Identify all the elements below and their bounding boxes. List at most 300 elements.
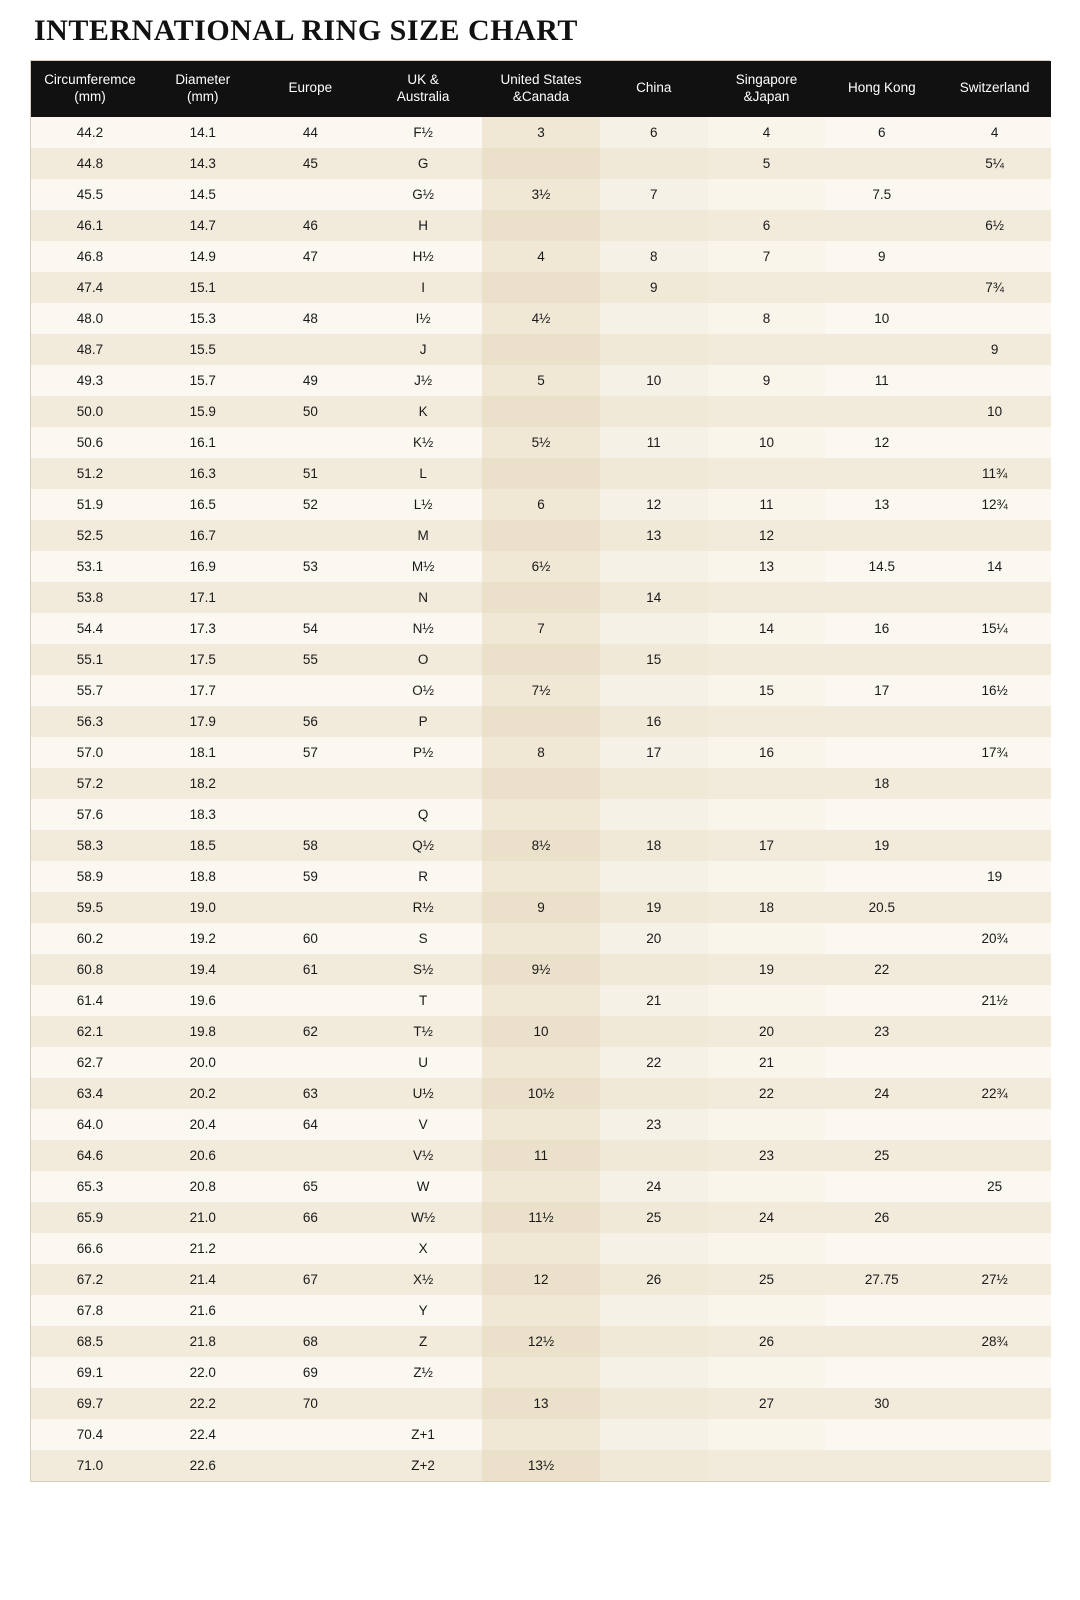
cell-uk-australia: X: [418, 1240, 428, 1256]
cell-europe: [257, 799, 365, 830]
column-header-line: Switzerland: [959, 80, 1030, 96]
cell-circumference: 62.7: [76, 1054, 104, 1070]
table-row: [31, 365, 1051, 396]
table-row: [31, 1419, 1051, 1450]
cell-united-states-canada: 5½: [482, 427, 600, 458]
cell-hong-kong: 30: [874, 1395, 890, 1411]
cell-united-states-canada: [482, 1295, 600, 1326]
cell-switzerland: 25: [987, 1178, 1003, 1194]
cell-united-states-canada: [482, 1047, 600, 1078]
cell-switzerland: 20¾: [981, 930, 1008, 946]
cell-uk-australia: R½: [412, 899, 434, 915]
cell-europe: 64: [302, 1116, 318, 1132]
table-header-row: [31, 61, 1051, 117]
cell-china: [600, 334, 708, 365]
cell-circumference: 67.2: [76, 1271, 104, 1287]
cell-diameter: 16.5: [189, 496, 216, 512]
cell-circumference: 63.4: [76, 1085, 104, 1101]
cell-diameter: 22.2: [189, 1395, 216, 1411]
cell-diameter: 21.4: [189, 1271, 216, 1287]
cell-united-states-canada: [482, 272, 600, 303]
cell-singapore-japan: 14: [708, 613, 826, 644]
cell-circumference: 57.0: [76, 744, 104, 760]
cell-diameter: 19.6: [189, 992, 216, 1008]
cell-singapore-japan: 27: [708, 1388, 826, 1419]
cell-united-states-canada: [482, 768, 600, 799]
cell-uk-australia: Q½: [412, 837, 434, 853]
cell-uk-australia: G½: [412, 186, 434, 202]
column-header-line: China: [636, 80, 672, 96]
cell-singapore-japan: 25: [708, 1264, 826, 1295]
cell-united-states-canada: 4½: [482, 303, 600, 334]
cell-united-states-canada: [482, 1109, 600, 1140]
cell-circumference: 61.4: [76, 992, 104, 1008]
cell-circumference: 50.6: [76, 434, 104, 450]
cell-switzerland: [938, 1388, 1051, 1419]
cell-europe: 45: [302, 155, 318, 171]
cell-circumference: 58.9: [76, 868, 104, 884]
cell-diameter: 21.0: [189, 1209, 216, 1225]
cell-circumference: 50.0: [76, 403, 104, 419]
cell-singapore-japan: 20: [708, 1016, 826, 1047]
cell-europe: [257, 675, 365, 706]
cell-china: [600, 613, 708, 644]
cell-circumference: 56.3: [76, 713, 104, 729]
table-row: [31, 799, 1051, 830]
table-body: [31, 117, 1051, 1481]
cell-uk-australia: H: [418, 217, 428, 233]
cell-uk-australia: V: [418, 1116, 428, 1132]
cell-diameter: 18.8: [189, 868, 216, 884]
cell-singapore-japan: 15: [708, 675, 826, 706]
cell-europe: 61: [302, 961, 318, 977]
cell-switzerland: 19: [987, 868, 1003, 884]
chart-container: [30, 60, 1050, 1482]
cell-diameter: 20.4: [189, 1116, 216, 1132]
cell-circumference: 55.7: [76, 682, 104, 698]
cell-europe: [257, 427, 365, 458]
cell-switzerland: 22¾: [981, 1085, 1008, 1101]
cell-switzerland: 27½: [981, 1271, 1008, 1287]
cell-circumference: 44.8: [76, 155, 104, 171]
cell-uk-australia: L: [419, 465, 427, 481]
cell-hong-kong: [825, 799, 938, 830]
cell-hong-kong: 7.5: [872, 186, 892, 202]
cell-diameter: 17.3: [189, 620, 216, 636]
cell-circumference: 47.4: [76, 279, 104, 295]
cell-singapore-japan: [708, 1171, 826, 1202]
cell-europe: [257, 1419, 365, 1450]
cell-united-states-canada: [482, 706, 600, 737]
cell-singapore-japan: [708, 272, 826, 303]
cell-diameter: 17.7: [189, 682, 216, 698]
cell-singapore-japan: 19: [708, 954, 826, 985]
cell-united-states-canada: [482, 644, 600, 675]
cell-china: 26: [600, 1264, 708, 1295]
cell-china: 21: [600, 985, 708, 1016]
cell-circumference: 53.8: [76, 589, 104, 605]
cell-uk-australia: T½: [413, 1023, 433, 1039]
cell-united-states-canada: 6½: [482, 551, 600, 582]
cell-hong-kong: [825, 458, 938, 489]
cell-diameter: 17.1: [189, 589, 216, 605]
cell-switzerland: [938, 644, 1051, 675]
cell-china: [600, 799, 708, 830]
cell-hong-kong: 19: [874, 837, 890, 853]
column-header-line: (mm): [74, 88, 106, 104]
cell-uk-australia: P½: [412, 744, 434, 760]
cell-europe: [257, 334, 365, 365]
table-row: [31, 1264, 1051, 1295]
cell-united-states-canada: 7½: [482, 675, 600, 706]
cell-europe: 53: [302, 558, 318, 574]
cell-circumference: 55.1: [76, 651, 104, 667]
cell-united-states-canada: 8½: [482, 830, 600, 861]
cell-hong-kong: 25: [874, 1147, 890, 1163]
cell-hong-kong: [825, 582, 938, 613]
column-header-switzerland: [938, 61, 1051, 117]
cell-circumference: 71.0: [76, 1457, 104, 1473]
cell-circumference: 67.8: [76, 1302, 104, 1318]
cell-switzerland: [938, 954, 1051, 985]
cell-circumference: 53.1: [76, 558, 104, 574]
column-header-line: UK &: [407, 72, 439, 87]
cell-china: [600, 1326, 708, 1357]
cell-uk-australia: V½: [412, 1147, 434, 1163]
cell-china: 18: [600, 830, 708, 861]
cell-switzerland: [938, 1357, 1051, 1388]
cell-singapore-japan: [708, 861, 826, 892]
cell-china: 6: [600, 117, 708, 148]
cell-singapore-japan: 7: [708, 241, 826, 272]
cell-hong-kong: 22: [874, 961, 890, 977]
cell-circumference: 45.5: [76, 186, 104, 202]
table-row: [31, 1016, 1051, 1047]
cell-switzerland: 15¼: [981, 620, 1008, 636]
cell-switzerland: 12¾: [981, 496, 1008, 512]
cell-china: 22: [600, 1047, 708, 1078]
cell-china: [600, 1419, 708, 1450]
cell-switzerland: [938, 1233, 1051, 1264]
cell-europe: 48: [302, 310, 318, 326]
table-row: [31, 148, 1051, 179]
cell-hong-kong: 23: [874, 1023, 890, 1039]
cell-europe: 46: [302, 217, 318, 233]
cell-united-states-canada: [482, 582, 600, 613]
cell-singapore-japan: 22: [708, 1078, 826, 1109]
cell-circumference: 69.7: [76, 1395, 104, 1411]
cell-switzerland: [938, 799, 1051, 830]
cell-china: [600, 210, 708, 241]
cell-switzerland: [938, 1295, 1051, 1326]
cell-uk-australia: W: [416, 1178, 430, 1194]
cell-united-states-canada: 11: [482, 1140, 600, 1171]
table-row: [31, 582, 1051, 613]
table-row: [31, 737, 1051, 768]
cell-china: 17: [600, 737, 708, 768]
cell-china: 16: [600, 706, 708, 737]
table-row: [31, 179, 1051, 210]
cell-diameter: 14.9: [189, 248, 216, 264]
table-row: [31, 1047, 1051, 1078]
cell-china: 20: [600, 923, 708, 954]
cell-united-states-canada: 13: [482, 1388, 600, 1419]
cell-united-states-canada: [482, 520, 600, 551]
cell-switzerland: [938, 1419, 1051, 1450]
table-row: [31, 892, 1051, 923]
cell-circumference: 48.7: [76, 341, 104, 357]
cell-singapore-japan: [708, 1450, 826, 1481]
cell-diameter: 14.3: [189, 155, 216, 171]
cell-circumference: 48.0: [76, 310, 104, 326]
cell-europe: [257, 768, 365, 799]
cell-europe: 62: [302, 1023, 318, 1039]
column-header-hong-kong: [825, 61, 938, 117]
table-row: [31, 954, 1051, 985]
cell-europe: 65: [302, 1178, 318, 1194]
cell-hong-kong: [825, 923, 938, 954]
cell-hong-kong: [825, 1357, 938, 1388]
cell-hong-kong: [825, 1450, 938, 1481]
table-row: [31, 334, 1051, 365]
cell-circumference: 68.5: [76, 1333, 104, 1349]
cell-singapore-japan: 12: [708, 520, 826, 551]
cell-uk-australia: U½: [412, 1085, 434, 1101]
cell-hong-kong: [825, 1326, 938, 1357]
table-row: [31, 985, 1051, 1016]
cell-hong-kong: 26: [874, 1209, 890, 1225]
table-row: [31, 1388, 1051, 1419]
column-header-line: Australia: [396, 88, 450, 104]
cell-hong-kong: 27.75: [864, 1271, 899, 1287]
cell-circumference: 51.2: [76, 465, 104, 481]
cell-diameter: 14.7: [189, 217, 216, 233]
cell-hong-kong: [825, 1233, 938, 1264]
table-row: [31, 1109, 1051, 1140]
cell-switzerland: [938, 768, 1051, 799]
cell-switzerland: 9: [990, 341, 999, 357]
cell-switzerland: [938, 582, 1051, 613]
cell-diameter: 19.4: [189, 961, 216, 977]
cell-europe: [257, 1450, 365, 1481]
cell-switzerland: 6½: [985, 217, 1004, 233]
cell-diameter: 15.9: [189, 403, 216, 419]
cell-hong-kong: [825, 272, 938, 303]
cell-diameter: 14.1: [189, 124, 216, 140]
cell-uk-australia: H½: [412, 248, 434, 264]
table-row: [31, 644, 1051, 675]
cell-china: 15: [600, 644, 708, 675]
cell-china: [600, 954, 708, 985]
cell-china: [600, 1140, 708, 1171]
cell-switzerland: 21½: [981, 992, 1008, 1008]
cell-uk-australia: K½: [412, 434, 434, 450]
cell-singapore-japan: [708, 1233, 826, 1264]
table-row: [31, 210, 1051, 241]
cell-diameter: 14.5: [189, 186, 216, 202]
cell-united-states-canada: [482, 396, 600, 427]
cell-singapore-japan: 16: [708, 737, 826, 768]
cell-united-states-canada: 10½: [482, 1078, 600, 1109]
cell-circumference: 60.2: [76, 930, 104, 946]
table-row: [31, 861, 1051, 892]
column-header-line: Europe: [288, 80, 333, 96]
cell-united-states-canada: 3: [482, 117, 600, 148]
cell-united-states-canada: [482, 210, 600, 241]
column-header-line: (mm): [186, 88, 219, 104]
cell-china: [600, 675, 708, 706]
cell-china: [600, 1078, 708, 1109]
cell-europe: 60: [302, 930, 318, 946]
cell-diameter: 18.5: [189, 837, 216, 853]
cell-united-states-canada: 13½: [482, 1450, 600, 1481]
cell-europe: 52: [302, 496, 318, 512]
cell-singapore-japan: 6: [708, 210, 826, 241]
cell-diameter: 16.9: [189, 558, 216, 574]
cell-switzerland: 11¾: [981, 465, 1008, 481]
cell-europe: [257, 1140, 365, 1171]
cell-united-states-canada: 12: [482, 1264, 600, 1295]
cell-china: [600, 1233, 708, 1264]
cell-uk-australia: Z½: [413, 1364, 433, 1380]
cell-singapore-japan: 13: [708, 551, 826, 582]
cell-europe: 44: [302, 124, 318, 140]
table-row: [31, 551, 1051, 582]
cell-uk-australia: J½: [414, 372, 433, 388]
cell-singapore-japan: 5: [708, 148, 826, 179]
cell-uk-australia: G: [417, 155, 429, 171]
column-header-china: [600, 61, 708, 117]
cell-uk-australia: S: [418, 930, 428, 946]
cell-switzerland: 16½: [981, 682, 1008, 698]
cell-hong-kong: [825, 985, 938, 1016]
cell-hong-kong: [825, 396, 938, 427]
cell-china: [600, 303, 708, 334]
cell-singapore-japan: 24: [708, 1202, 826, 1233]
cell-europe: 55: [302, 651, 318, 667]
cell-uk-australia: Q: [417, 806, 429, 822]
cell-hong-kong: 17: [874, 682, 890, 698]
column-header-uk-australia: [364, 61, 482, 117]
table-row: [31, 1326, 1051, 1357]
cell-singapore-japan: 11: [708, 489, 826, 520]
cell-diameter: 17.5: [189, 651, 216, 667]
cell-singapore-japan: 17: [708, 830, 826, 861]
cell-china: 23: [600, 1109, 708, 1140]
cell-hong-kong: 9: [878, 248, 886, 264]
cell-china: 8: [600, 241, 708, 272]
cell-china: [600, 1450, 708, 1481]
cell-uk-australia: X½: [412, 1271, 434, 1287]
cell-europe: 47: [302, 248, 318, 264]
cell-hong-kong: 16: [874, 620, 890, 636]
cell-uk-australia: S½: [412, 961, 434, 977]
column-header-line: Diameter: [175, 72, 231, 87]
cell-uk-australia: W½: [411, 1209, 436, 1225]
cell-singapore-japan: 23: [708, 1140, 826, 1171]
cell-circumference: 60.8: [76, 961, 104, 977]
cell-uk-australia: Z+1: [411, 1426, 435, 1442]
table-row: [31, 830, 1051, 861]
cell-europe: 70: [302, 1395, 318, 1411]
cell-uk-australia: I½: [415, 310, 431, 326]
cell-diameter: 16.1: [189, 434, 216, 450]
cell-china: [600, 458, 708, 489]
table-row: [31, 768, 1051, 799]
cell-united-states-canada: 9: [482, 892, 600, 923]
cell-china: 19: [600, 892, 708, 923]
table-row: [31, 1233, 1051, 1264]
table-row: [31, 923, 1051, 954]
table-header: [31, 61, 1051, 117]
cell-diameter: 16.3: [189, 465, 216, 481]
cell-circumference: 70.4: [76, 1426, 104, 1442]
column-header-diameter: [149, 61, 257, 117]
cell-switzerland: 10: [987, 403, 1003, 419]
cell-circumference: 49.3: [76, 372, 104, 388]
cell-switzerland: [938, 1140, 1051, 1171]
table-row: [31, 520, 1051, 551]
cell-uk-australia: I: [421, 279, 425, 295]
cell-singapore-japan: [708, 985, 826, 1016]
table-row: [31, 1450, 1051, 1481]
cell-uk-australia: P: [418, 713, 428, 729]
cell-switzerland: [938, 1047, 1051, 1078]
cell-circumference: 65.3: [76, 1178, 104, 1194]
cell-switzerland: [938, 427, 1051, 458]
cell-hong-kong: 20.5: [868, 899, 895, 915]
cell-europe: 63: [302, 1085, 318, 1101]
cell-switzerland: [938, 1016, 1051, 1047]
cell-diameter: 15.3: [189, 310, 216, 326]
cell-united-states-canada: [482, 1419, 600, 1450]
column-header-line: United States: [500, 72, 582, 87]
cell-china: [600, 396, 708, 427]
cell-diameter: 15.5: [189, 341, 216, 357]
cell-europe: [257, 179, 365, 210]
cell-circumference: 66.6: [76, 1240, 104, 1256]
cell-europe: [257, 1295, 365, 1326]
cell-singapore-japan: [708, 1295, 826, 1326]
table-row: [31, 458, 1051, 489]
table-row: [31, 272, 1051, 303]
cell-united-states-canada: [482, 923, 600, 954]
cell-china: 14: [600, 582, 708, 613]
cell-switzerland: [938, 303, 1051, 334]
cell-hong-kong: [825, 1109, 938, 1140]
cell-hong-kong: [825, 1171, 938, 1202]
table-row: [31, 303, 1051, 334]
cell-china: [600, 148, 708, 179]
cell-diameter: 17.9: [189, 713, 216, 729]
cell-uk-australia: Z: [418, 1333, 428, 1349]
cell-singapore-japan: 10: [708, 427, 826, 458]
cell-europe: [257, 985, 365, 1016]
cell-united-states-canada: 8: [482, 737, 600, 768]
cell-switzerland: [938, 706, 1051, 737]
cell-china: 24: [600, 1171, 708, 1202]
cell-uk-australia: U: [418, 1054, 428, 1070]
cell-circumference: 62.1: [76, 1023, 104, 1039]
cell-circumference: 69.1: [76, 1364, 104, 1380]
cell-hong-kong: [825, 706, 938, 737]
table-row: [31, 1171, 1051, 1202]
table-row: [31, 1357, 1051, 1388]
cell-diameter: 15.1: [189, 279, 216, 295]
table-row: [31, 706, 1051, 737]
cell-hong-kong: 6: [878, 124, 886, 140]
cell-circumference: 51.9: [76, 496, 104, 512]
